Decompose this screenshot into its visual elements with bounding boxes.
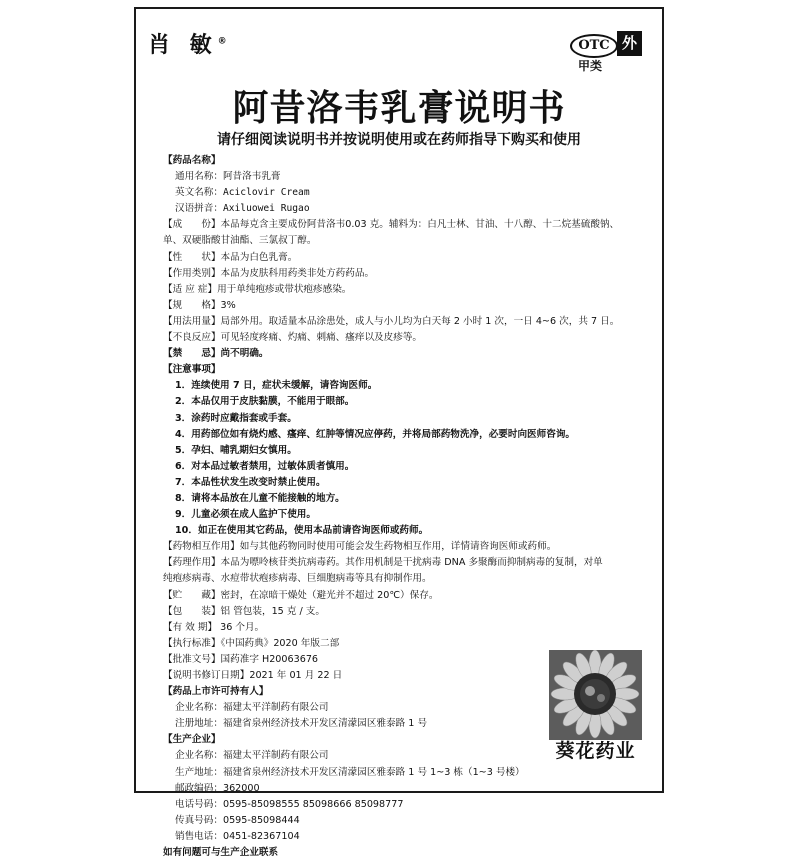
- precaution-item: 7．本品性状发生改变时禁止使用。: [175, 476, 326, 488]
- specification: 【规 格】3%: [163, 299, 236, 311]
- storage: 【贮 藏】密封，在凉暗干燥处（避光并不超过 20℃）保存。: [163, 589, 439, 601]
- revision-date: 【说明书修订日期】2021 年 01 月 22 日: [163, 670, 343, 681]
- precaution-item: 9．儿童必须在成人监护下使用。: [175, 509, 316, 521]
- sales-phone: 销售电话：0451-82367104: [175, 830, 300, 842]
- approval-number: 【批准文号】国药准字 H20063676: [163, 653, 319, 665]
- section-manufacturer: 【生产企业】: [163, 734, 221, 746]
- composition-line-1: 【成 份】本品每克含主要成份阿昔洛韦0.03 克。辅料为：白凡士林、甘油、十八醇、十二烷基硫酸钠、: [163, 219, 620, 231]
- holder-address: 注册地址：福建省泉州经济技术开发区清濛园区雅泰路 1 号: [175, 718, 428, 730]
- precaution-item: 2．本品仅用于皮肤黏膜，不能用于眼部。: [175, 396, 355, 408]
- external-use-badge: 外: [617, 31, 642, 56]
- english-name: 英文名称：Aciclovir Cream: [175, 187, 310, 199]
- package: 【包 装】铝 管包装，15 克 / 支。: [163, 605, 325, 617]
- maker-address: 生产地址：福建省泉州经济技术开发区清濛园区雅泰路 1 号 1~3 栋（1~3 号楼）: [175, 766, 525, 778]
- holder-company: 企业名称：福建太平洋制药有限公司: [175, 702, 329, 714]
- standard: 【执行标准】《中国药典》2020 年版二部: [163, 637, 340, 649]
- precaution-item: 8．请将本品放在儿童不能接触的地方。: [175, 492, 345, 504]
- appearance: 【性 状】本品为白色乳膏。: [163, 251, 298, 263]
- precaution-item: 6．对本品过敏者禁用，过敏体质者慎用。: [175, 460, 355, 472]
- maker-company: 企业名称：福建太平洋制药有限公司: [175, 750, 329, 762]
- pharmacology-line-1: 【药理作用】本品为嘌呤核苷类抗病毒药。其作用机制是干扰病毒 DNA 多聚酶而抑制病毒的复制，对单: [163, 557, 603, 569]
- pinyin-name: 汉语拼音：Axiluowei Rugao: [175, 203, 310, 215]
- drug-interactions: 【药物相互作用】如与其他药物同时使用可能会发生药物相互作用，详情请咨询医师或药师。: [163, 541, 557, 553]
- postcode: 邮政编码：362000: [175, 782, 260, 794]
- otc-class-label: 甲类: [578, 59, 603, 73]
- section-license-holder: 【药品上市许可持有人】: [163, 686, 269, 698]
- pharmacology-line-2: 纯疱疹病毒、水痘带状疱疹病毒、巨细胞病毒等具有抑制作用。: [163, 573, 432, 585]
- otc-badge: OTC: [570, 34, 618, 58]
- precaution-item: 4．用药部位如有烧灼感、瘙痒、红肿等情况应停药，并将局部药物洗净，必要时向医师咨询。: [175, 428, 576, 440]
- sunflower-pharma-logo: 葵花药业: [555, 740, 636, 762]
- precaution-item: 10．如正在使用其它药品，使用本品前请咨询医师或药师。: [175, 525, 429, 537]
- section-drug-name: 【药品名称】: [163, 155, 221, 166]
- fax-number: 传真号码：0595-85098444: [175, 814, 300, 826]
- contact-footer: 如有问题可与生产企业联系: [163, 847, 279, 859]
- phone-numbers: 电话号码：0595-85098555 85098666 85098777: [175, 798, 404, 810]
- brand-name: 肖 敏®: [148, 33, 227, 58]
- usage-dosage: 【用法用量】局部外用。取适量本品涂患处，成人与小儿均为白天每 2 小时 1 次，一日 4~6 次，共 7 日。: [163, 315, 620, 327]
- sunflower-image: [549, 650, 642, 740]
- contraindications: 【禁 忌】尚不明确。: [163, 348, 269, 360]
- section-precautions: 【注意事项】: [163, 364, 221, 376]
- document-title: 阿昔洛韦乳膏说明书: [232, 88, 566, 129]
- document-subtitle: 请仔细阅读说明书并按说明使用或在药师指导下购买和使用: [217, 132, 581, 148]
- indication: 【适 应 症】用于单纯疱疹或带状疱疹感染。: [163, 283, 352, 295]
- composition-line-2: 单、双硬脂酸甘油酯、三氯叔丁醇。: [163, 235, 317, 247]
- validity: 【有 效 期】 36 个月。: [163, 621, 265, 633]
- precaution-item: 3．涂药时应戴指套或手套。: [175, 412, 297, 424]
- adverse-reactions: 【不良反应】可见轻度疼痛、灼痛、刺痛、瘙痒以及皮疹等。: [163, 332, 423, 344]
- registered-mark: ®: [217, 36, 227, 47]
- precaution-item: 1．连续使用 7 日，症状未缓解，请咨询医师。: [175, 380, 378, 392]
- precaution-item: 5．孕妇、哺乳期妇女慎用。: [175, 444, 297, 456]
- category: 【作用类别】本品为皮肤科用药类非处方药药品。: [163, 267, 375, 279]
- generic-name: 通用名称：阿昔洛韦乳膏: [175, 171, 281, 183]
